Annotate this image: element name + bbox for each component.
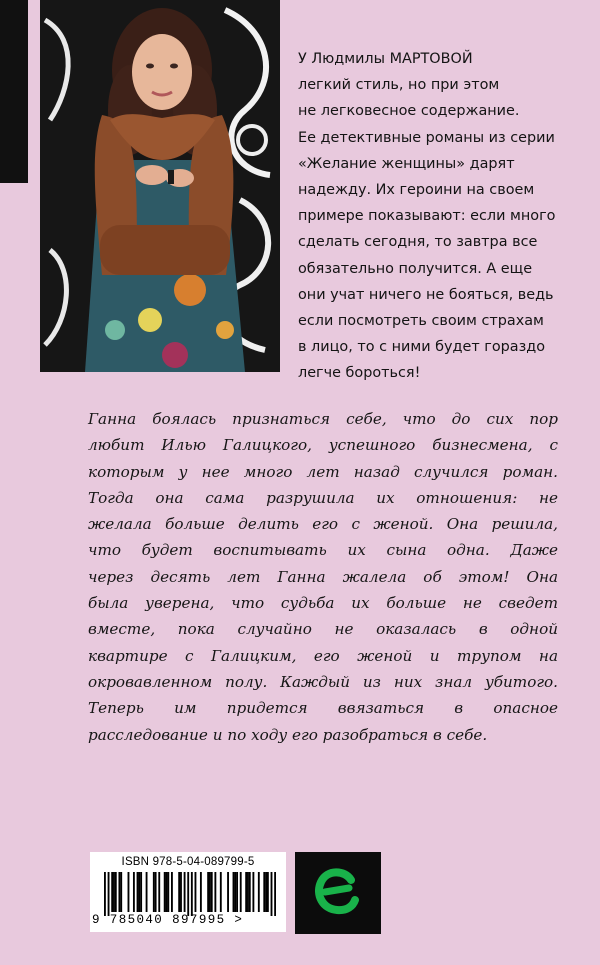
barcode-bar xyxy=(247,872,249,912)
decorative-black-bar xyxy=(0,0,28,183)
barcode-bar xyxy=(108,872,110,916)
author-blurb-line: если посмотреть своим страхам xyxy=(298,313,544,330)
author-blurb-line: Ее детективные романы из серии xyxy=(298,129,555,146)
barcode-bar xyxy=(234,872,236,912)
author-blurb xyxy=(298,46,594,387)
barcode-bar xyxy=(191,872,193,916)
author-blurb-line: примере показывают: если много xyxy=(298,208,556,225)
barcode-bar xyxy=(271,872,273,916)
barcode-bar xyxy=(138,872,140,912)
author-blurb-line: обязательно получится. А еще xyxy=(298,260,533,277)
author-blurb-line: сделать сегодня, то завтра все xyxy=(298,234,538,251)
annotation-line: любит Илью Галицкого, успешного бизнесмена, с xyxy=(88,436,558,455)
ean-digits: 9 785040 897995 > xyxy=(92,913,244,927)
barcode-bar xyxy=(180,872,182,912)
barcode-bar xyxy=(178,872,180,912)
barcode-bar xyxy=(171,872,173,912)
barcode-bar xyxy=(263,872,265,912)
barcode-bar xyxy=(133,872,135,912)
author-blurb-line: они учат ничего не бояться, ведь xyxy=(298,286,554,303)
author-blurb-line: У Людмилы МАРТОВОЙ xyxy=(298,51,473,67)
barcode-bar xyxy=(209,872,211,912)
barcode-bar xyxy=(113,872,115,912)
barcode-bar xyxy=(184,872,186,912)
annotation-line: Ганна боялась признаться себе, что до сих пор xyxy=(88,410,558,428)
annotation-line: окровавленном полу. Каждый из них знал убитого. xyxy=(88,672,558,691)
barcode-bar xyxy=(128,872,130,912)
author-blurb-line: не легковесное содержание. xyxy=(298,103,520,120)
barcode-bar xyxy=(267,872,269,912)
eksmo-logo-icon xyxy=(295,852,381,934)
annotation-line: квартире с Галицким, его женой и трупом на xyxy=(88,646,558,665)
barcode-bar xyxy=(200,872,202,912)
barcode-bar xyxy=(227,872,229,912)
author-blurb-line: легче бороться! xyxy=(298,365,421,382)
barcode-bar xyxy=(245,872,247,912)
barcode-bar xyxy=(233,872,235,912)
annotation-line: которым у нее много лет назад случился роман. xyxy=(88,462,558,481)
barcode-bar xyxy=(240,872,242,912)
barcode-bar xyxy=(153,872,155,912)
annotation-line: желала больше делить его с женой. Она решила, xyxy=(88,515,558,534)
annotation-line: через десять лет Ганна жалела об этом! Она xyxy=(88,567,558,586)
annotation-line: что будет воспитывать их сына одна. Даже xyxy=(88,541,558,560)
publisher-logo xyxy=(295,852,381,934)
author-blurb-line: надежду. Их героини на своем xyxy=(298,182,535,199)
barcode-bar xyxy=(166,872,168,912)
annotation-line: Тогда она сама разрушила их отношения: не xyxy=(88,488,558,507)
barcode-bar xyxy=(155,872,157,912)
barcode-bar xyxy=(104,872,106,916)
author-blurb-line: в лицо, то с ними будет гораздо xyxy=(298,339,546,356)
barcode-bar xyxy=(137,872,139,912)
isbn-label: ISBN 978-5-04-089799-5 xyxy=(121,856,255,868)
barcode-bar xyxy=(120,872,122,912)
barcode-bar xyxy=(236,872,238,912)
annotation-line: расследование и по ходу его разобраться в себе. xyxy=(88,725,488,744)
annotation-line: была уверена, что судьба их больше не сведет xyxy=(88,594,558,613)
book-annotation xyxy=(88,406,558,748)
barcode-bar xyxy=(167,872,169,912)
barcode-bar xyxy=(252,872,254,912)
author-blurb-line: легкий стиль, но при этом xyxy=(298,77,500,94)
barcode-bar xyxy=(211,872,213,912)
barcode-bar xyxy=(164,872,166,912)
barcode-bar xyxy=(265,872,267,912)
barcode-bar xyxy=(158,872,160,912)
barcode-bar xyxy=(195,872,197,912)
author-photo xyxy=(40,0,280,372)
barcode-bar xyxy=(146,872,148,912)
barcode xyxy=(90,852,286,932)
barcode-bars xyxy=(104,872,276,916)
barcode-bar xyxy=(140,872,142,912)
barcode-bar xyxy=(187,872,189,916)
barcode-bar xyxy=(118,872,120,912)
annotation-line: Теперь им придется ввязаться в опасное xyxy=(88,699,558,718)
barcode-bar xyxy=(207,872,209,912)
author-blurb-line: «Желание женщины» дарят xyxy=(298,155,515,172)
annotation-line: вместе, пока случайно не оказалась в одной xyxy=(88,620,558,639)
barcode-bar xyxy=(274,872,276,916)
barcode-bar xyxy=(111,872,113,912)
barcode-bar xyxy=(258,872,260,912)
barcode-bar xyxy=(220,872,222,912)
barcode-bar xyxy=(249,872,251,912)
barcode-bar xyxy=(214,872,216,912)
barcode-bar xyxy=(115,872,117,912)
